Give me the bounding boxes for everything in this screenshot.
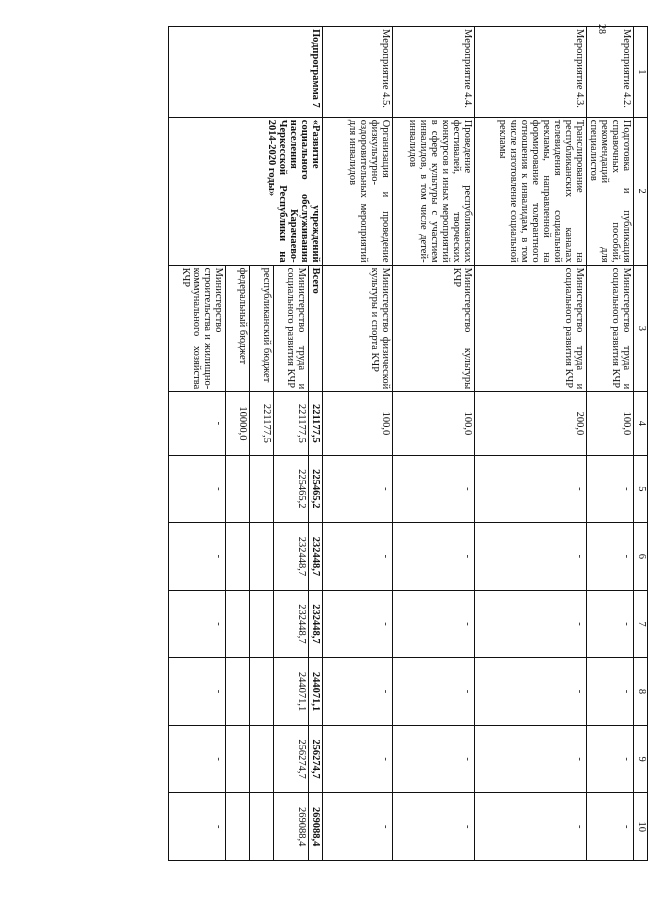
value-cell: - [393, 793, 475, 861]
value-cell: - [587, 725, 634, 793]
value-cell: - [169, 392, 226, 455]
value-cell: 221177,5 [250, 392, 274, 455]
funding-line-label: республиканский бюджет [250, 265, 274, 392]
value-cell: 100,0 [323, 392, 393, 455]
header-cell: 4 [634, 392, 648, 455]
value-cell: - [323, 523, 393, 591]
subprogram-id: Подпрограмма 7 [169, 27, 323, 118]
value-cell: 232448,7 [309, 523, 323, 591]
value-cell [250, 725, 274, 793]
value-cell: 244071,1 [274, 658, 309, 726]
value-cell: 269088,4 [274, 793, 309, 861]
value-cell: - [323, 793, 393, 861]
value-cell [250, 793, 274, 861]
value-cell: 225465,2 [309, 455, 323, 523]
header-cell: 5 [634, 455, 648, 523]
table-row [323, 27, 393, 861]
header-cell: 6 [634, 523, 648, 591]
value-cell: - [169, 590, 226, 658]
measure-name: Транслирование на республиканских каналах телевидения социальной рекламы, направленной на формирование толерантного отношения к инвалидам, в том числе изготовление социальной рекламы [475, 117, 587, 265]
value-cell: - [393, 455, 475, 523]
measure-name: Подготовка и публикация справочных пособий, рекомендаций для специалистов [587, 117, 634, 265]
value-cell: - [475, 455, 587, 523]
value-cell: 225465,2 [274, 455, 309, 523]
header-cell: 2 [634, 117, 648, 265]
value-cell: 269088,4 [309, 793, 323, 861]
value-cell: - [475, 658, 587, 726]
value-cell [226, 455, 250, 523]
value-cell [226, 793, 250, 861]
value-cell: 232448,7 [274, 590, 309, 658]
funding-line-label: Всего [309, 265, 323, 392]
value-cell: - [587, 793, 634, 861]
value-cell: 232448,7 [274, 523, 309, 591]
value-cell: - [587, 658, 634, 726]
header-cell: 7 [634, 590, 648, 658]
value-cell: - [323, 590, 393, 658]
value-cell: - [475, 793, 587, 861]
value-cell: - [393, 658, 475, 726]
value-cell: - [475, 725, 587, 793]
value-cell [250, 590, 274, 658]
table-wrapper [168, 26, 648, 861]
table-row [475, 27, 587, 861]
value-cell [226, 523, 250, 591]
measure-name: Организация и проведение физкультурно-оздоровительных мероприятий для инвалидов [323, 117, 393, 265]
header-row [634, 27, 648, 861]
value-cell [250, 455, 274, 523]
header-cell: 1 [634, 27, 648, 118]
header-cell: 3 [634, 265, 648, 392]
value-cell [250, 523, 274, 591]
value-cell: - [169, 793, 226, 861]
subprogram-row [309, 27, 323, 861]
value-cell: - [169, 455, 226, 523]
measure-id: Мероприятие 4.2. [587, 27, 634, 118]
value-cell [226, 658, 250, 726]
value-cell: 232448,7 [309, 590, 323, 658]
value-cell: - [169, 725, 226, 793]
value-cell: - [323, 725, 393, 793]
measure-executor: Министерство культуры КЧР [393, 265, 475, 392]
value-cell: - [169, 658, 226, 726]
table-row [587, 27, 634, 861]
value-cell [250, 658, 274, 726]
header-cell: 8 [634, 658, 648, 726]
value-cell: - [393, 725, 475, 793]
value-cell: - [475, 523, 587, 591]
funding-line-label: Министерство труда и социального развития КЧР [274, 265, 309, 392]
value-cell: - [587, 590, 634, 658]
funding-line-label: федеральный бюджет [226, 265, 250, 392]
value-cell: 10000,0 [226, 392, 250, 455]
value-cell: 256274,7 [309, 725, 323, 793]
value-cell: - [587, 523, 634, 591]
value-cell: 256274,7 [274, 725, 309, 793]
value-cell: 100,0 [587, 392, 634, 455]
value-cell: - [323, 455, 393, 523]
value-cell: 221177,5 [274, 392, 309, 455]
value-cell: - [393, 523, 475, 591]
value-cell: - [475, 590, 587, 658]
value-cell: - [393, 590, 475, 658]
funding-line-label: Министерство строительства и жилищно-коммунального хозяйства КЧР [169, 265, 226, 392]
measure-id: Мероприятие 4.3. [475, 27, 587, 118]
subprogram-name: «Развитие учреждений социального обслуживания населения Карачаево-Черкесской Республики на 2014-2020 годы» [169, 117, 323, 265]
measure-id: Мероприятие 4.5. [323, 27, 393, 118]
value-cell: 244071,1 [309, 658, 323, 726]
value-cell: 200,0 [475, 392, 587, 455]
measure-id: Мероприятие 4.4. [393, 27, 475, 118]
measure-name: Проведение республиканских фестивалей, творческих конкурсов и иных мероприятий в сфере культуры с участием инвалидов, в том числе детей-инвалидов [393, 117, 475, 265]
measure-executor: Министерство физической культуры и спорта КЧР [323, 265, 393, 392]
measure-executor: Министерство труда и социального развития КЧР [587, 265, 634, 392]
measure-executor: Министерство труда и социального развития КЧР [475, 265, 587, 392]
value-cell [226, 590, 250, 658]
value-cell: - [323, 658, 393, 726]
program-table [168, 26, 648, 861]
value-cell: - [587, 455, 634, 523]
header-cell: 10 [634, 793, 648, 861]
value-cell: 100,0 [393, 392, 475, 455]
value-cell: 221177,5 [309, 392, 323, 455]
header-cell: 9 [634, 725, 648, 793]
value-cell [226, 725, 250, 793]
table-row [393, 27, 475, 861]
page-number: 28 [596, 24, 607, 34]
value-cell: - [169, 523, 226, 591]
